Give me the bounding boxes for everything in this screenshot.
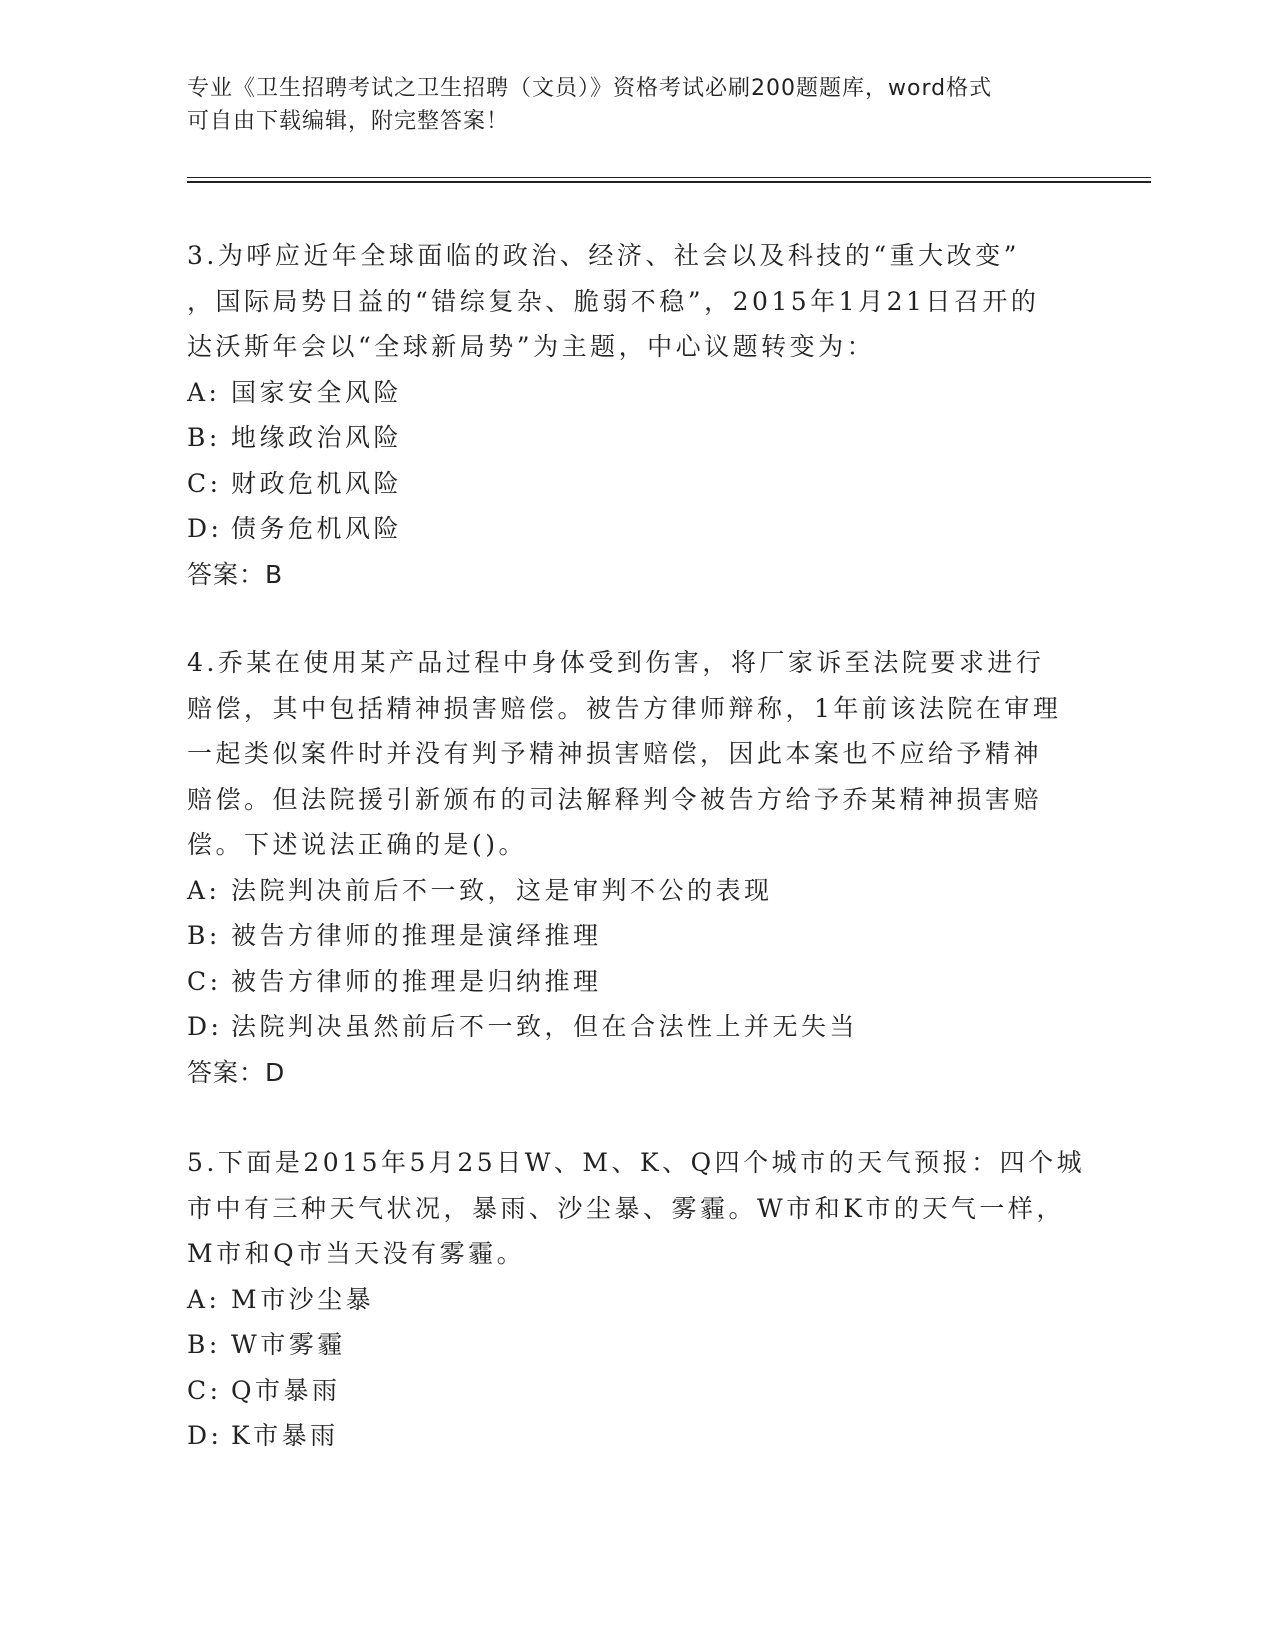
option-d bbox=[187, 1413, 1087, 1459]
option-text: 债务危机风险 bbox=[231, 514, 403, 543]
stem-line: 赔偿。但法院援引新颁布的司法解释判令被告方给予乔某精神损害赔 bbox=[187, 784, 1043, 814]
header-line-2: 可自由下载编辑，附完整答案！ bbox=[187, 109, 510, 134]
header-divider-thick bbox=[187, 181, 1151, 183]
option-key: D: bbox=[187, 1421, 223, 1450]
option-key: B: bbox=[187, 921, 221, 950]
option-c bbox=[187, 959, 1087, 1005]
stem-line: ，国际局势日益的“错综复杂、脆弱不稳”，2015年1月21日召开的 bbox=[187, 286, 1040, 316]
header-line-1: 专业《卫生招聘考试之卫生招聘（文员）》资格考试必刷200题题库，word格式 bbox=[187, 76, 993, 101]
option-key: A: bbox=[187, 1284, 221, 1314]
stem-line: 一起类似案件时并没有判予精神损害赔偿，因此本案也不应给予精神 bbox=[187, 739, 1043, 768]
answer-line: 答案：D bbox=[187, 1057, 286, 1087]
option-text: K市暴雨 bbox=[231, 1421, 339, 1450]
option-d bbox=[187, 1004, 1087, 1050]
option-key: B: bbox=[187, 1330, 221, 1359]
option-key: A: bbox=[187, 875, 221, 905]
option-key: C: bbox=[187, 1375, 222, 1405]
option-text: 被告方律师的推理是演绎推理 bbox=[231, 921, 602, 950]
option-b bbox=[187, 913, 1087, 959]
option-key: B: bbox=[187, 423, 221, 452]
stem-line: 赔偿，其中包括精神损害赔偿。被告方律师辩称，1年前该法院在审理 bbox=[187, 693, 1062, 723]
option-text: 财政危机风险 bbox=[231, 468, 403, 498]
stem-line: 达沃斯年会以“全球新局势”为主题，中心议题转变为： bbox=[187, 332, 876, 361]
question-5 bbox=[187, 1140, 1087, 1459]
option-text: M市沙尘暴 bbox=[231, 1284, 375, 1314]
document-header bbox=[187, 72, 1067, 138]
option-text: 地缘政治风险 bbox=[231, 423, 403, 452]
answer-line: 答案：B bbox=[187, 559, 284, 589]
option-c bbox=[187, 1368, 1087, 1414]
stem-line: 市中有三种天气状况，暴雨、沙尘暴、雾霾。W市和K市的天气一样， bbox=[187, 1193, 1065, 1223]
question-stem bbox=[187, 640, 1087, 868]
option-c bbox=[187, 461, 1087, 507]
option-key: D: bbox=[187, 514, 223, 543]
option-text: Q市暴雨 bbox=[231, 1375, 341, 1405]
option-text: 被告方律师的推理是归纳推理 bbox=[231, 966, 602, 996]
stem-line: 3.为呼应近年全球面临的政治、经济、社会以及科技的“重大改变” bbox=[187, 241, 1020, 270]
option-a bbox=[187, 370, 1087, 416]
question-3 bbox=[187, 233, 1087, 597]
stem-line: 偿。下述说法正确的是()。 bbox=[187, 830, 528, 859]
option-text: 法院判决前后不一致，这是审判不公的表现 bbox=[231, 875, 773, 905]
option-b bbox=[187, 415, 1087, 461]
option-a bbox=[187, 868, 1087, 914]
stem-line: 4.乔某在使用某产品过程中身体受到伤害，将厂家诉至法院要求进行 bbox=[187, 648, 1045, 677]
stem-line: M市和Q市当天没有雾霾。 bbox=[187, 1239, 526, 1268]
stem-line: 5.下面是2015年5月25日W、M、K、Q四个城市的天气预报：四个城 bbox=[187, 1148, 1086, 1177]
option-key: D: bbox=[187, 1012, 223, 1041]
option-text: 法院判决虽然前后不一致，但在合法性上并无失当 bbox=[231, 1012, 859, 1041]
option-a bbox=[187, 1277, 1087, 1323]
option-key: C: bbox=[187, 468, 222, 498]
option-text: 国家安全风险 bbox=[231, 377, 403, 407]
option-b bbox=[187, 1322, 1087, 1368]
option-d bbox=[187, 506, 1087, 552]
question-stem bbox=[187, 233, 1087, 370]
option-key: A: bbox=[187, 377, 221, 407]
question-stem bbox=[187, 1140, 1087, 1277]
header-divider-thin bbox=[187, 177, 1151, 178]
question-4 bbox=[187, 640, 1087, 1095]
option-text: W市雾霾 bbox=[231, 1330, 346, 1359]
option-key: C: bbox=[187, 966, 222, 996]
